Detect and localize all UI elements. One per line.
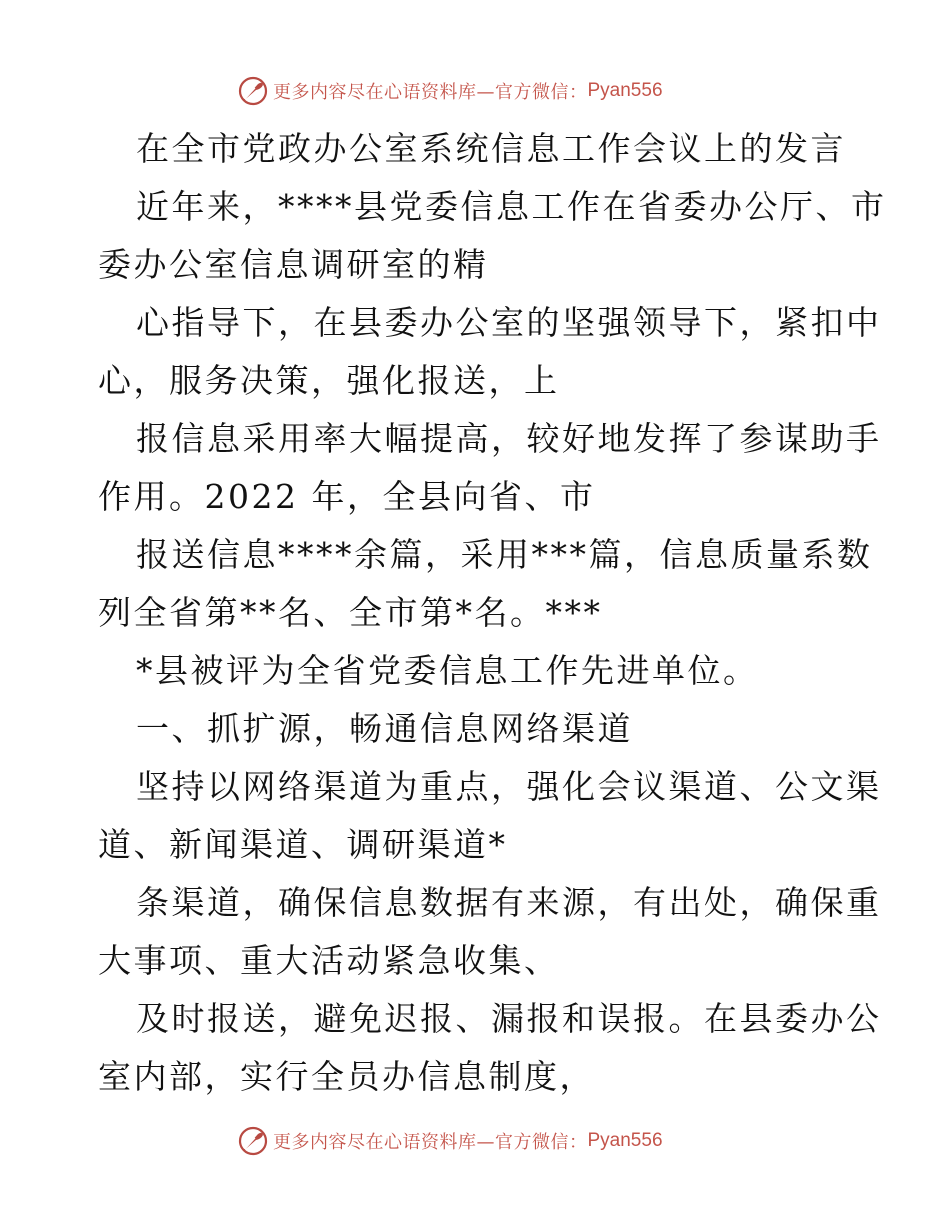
header-watermark xyxy=(237,74,663,108)
text-line: 报信息采用率大幅提高，较好地发挥了参谋助手 xyxy=(136,419,882,458)
text-line: 报送信息****余篇，采用***篇，信息质量系数 xyxy=(136,535,873,574)
watermark-brand: Pyan556 xyxy=(587,80,663,101)
text-line: 条渠道，确保信息数据有来源，有出处，确保重 xyxy=(136,883,882,922)
quill-logo-icon xyxy=(237,75,269,107)
footer-watermark xyxy=(237,1124,663,1158)
text-line: 作用。2022 年，全县向省、市 xyxy=(98,477,596,516)
text-line: 心，服务决策，强化报送，上 xyxy=(98,361,560,400)
text-line: 近年来，****县党委信息工作在省委办公厅、市 xyxy=(136,187,887,226)
watermark-text: 更多内容尽在心语资料库—官方微信： xyxy=(273,82,588,103)
text-line: 委办公室信息调研室的精 xyxy=(98,245,489,284)
text-line: 室内部，实行全员办信息制度， xyxy=(98,1057,595,1096)
watermark-brand: Pyan556 xyxy=(587,1130,663,1151)
quill-logo-icon xyxy=(237,1125,269,1157)
text-line: 大事项、重大活动紧急收集、 xyxy=(98,941,560,980)
text-line: 心指导下，在县委办公室的坚强领导下，紧扣中 xyxy=(136,303,882,342)
text-line: *县被评为全省党委信息工作先进单位。 xyxy=(136,651,759,690)
text-line: 列全省第**名、全市第*名。*** xyxy=(98,593,603,632)
watermark-text: 更多内容尽在心语资料库—官方微信： xyxy=(273,1132,588,1153)
section-heading: 一、抓扩源，畅通信息网络渠道 xyxy=(136,709,633,748)
document-title: 在全市党政办公室系统信息工作会议上的发言 xyxy=(136,129,846,168)
text-line: 及时报送，避免迟报、漏报和误报。在县委办公 xyxy=(136,999,882,1038)
document-body xyxy=(98,120,887,1106)
text-line: 道、新闻渠道、调研渠道* xyxy=(98,825,508,864)
text-line: 坚持以网络渠道为重点，强化会议渠道、公文渠 xyxy=(136,767,882,806)
